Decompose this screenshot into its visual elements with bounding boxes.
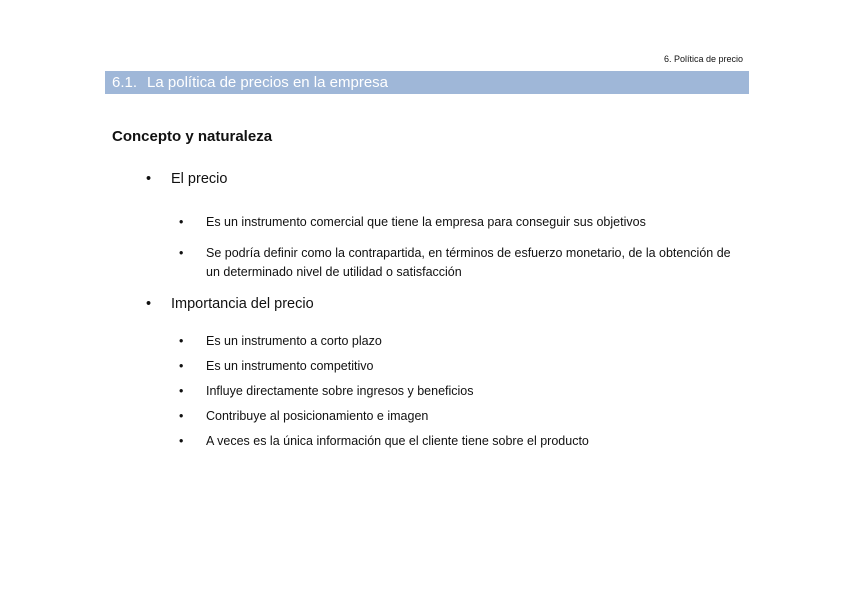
list-item-text: Influye directamente sobre ingresos y beneficios [206,384,474,398]
list-item [179,332,746,351]
topic-label: El precio [171,171,228,187]
page-heading: Concepto y naturaleza [112,128,273,145]
bullet-icon: • [179,359,184,373]
list-item-text: Contribuye al posicionamiento e imagen [206,409,429,423]
list-item-text: Es un instrumento competitivo [206,359,374,373]
list-item-text: Se podría definir como la contrapartida, en términos de esfuerzo monetario, de la obtención de un determinado nivel de utilidad o satisfacción [206,246,731,279]
bullet-icon: • [179,409,184,423]
list-item [179,432,746,451]
list-item-text: Es un instrumento comercial que tiene la empresa para conseguir sus objetivos [206,215,646,229]
section-title-bar [105,71,749,94]
list-item-text: A veces es la única información que el cliente tiene sobre el producto [206,434,589,448]
bullet-icon: • [179,246,184,260]
bullet-icon: • [146,296,152,312]
bullet-icon: • [146,171,152,187]
list-item [179,357,746,376]
bullet-icon: • [179,384,184,398]
list-item [179,244,746,282]
list-item [179,382,746,401]
list-item [179,213,746,232]
bullet-icon: • [179,434,184,448]
section-title: La política de precios en la empresa [147,74,389,91]
bullet-icon: • [179,215,184,229]
list-item-text: Es un instrumento a corto plazo [206,334,382,348]
chapter-header: 6. Política de precio [663,54,743,64]
bullet-icon: • [179,334,184,348]
section-number: 6.1. [112,74,138,91]
list-item [179,407,746,426]
topic-label: Importancia del precio [171,296,314,312]
